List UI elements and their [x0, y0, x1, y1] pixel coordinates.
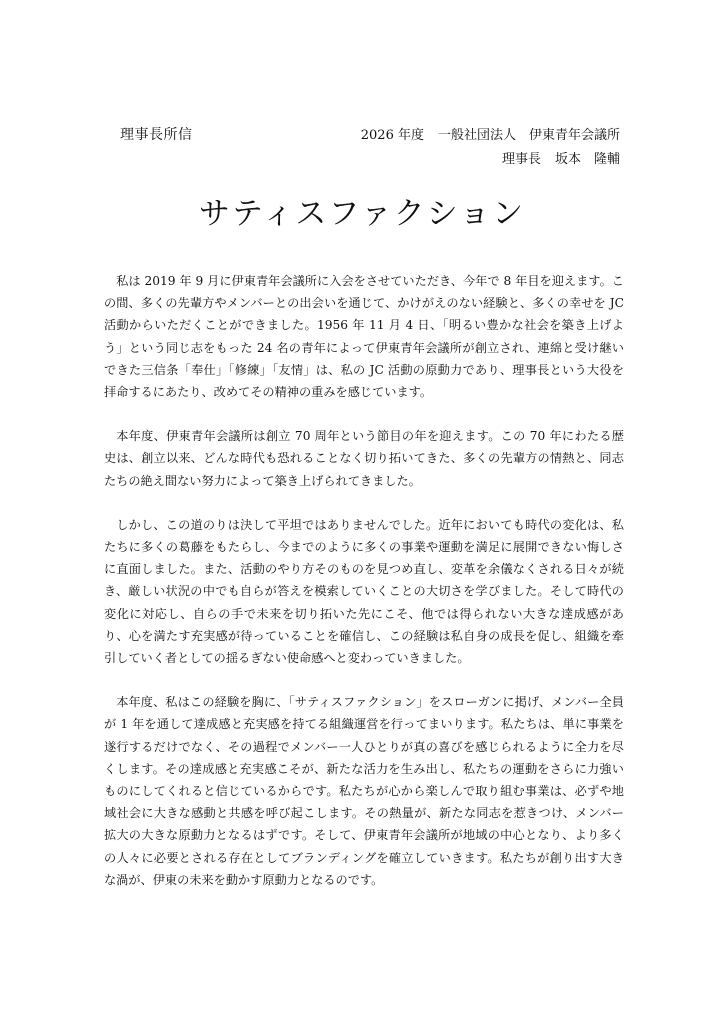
- paragraph-4: 本年度、私はこの経験を胸に、「サティスファクション」をスローガンに掲げ、メンバー全員が 1 年を通して達成感と充実感を持てる組織運営を行ってまいります。私たちは、単に事業を遂行するだけでなく、その過程でメンバー一人ひとりが真の喜びを感じられるように全力を尽くします。その達成感と充実感こそが、新たな活力を生み出し、私たちの運動をさらに力強いものにしてくれると信じているからです。私たちが心から楽しんで取り組む事業は、必ずや地域社会に大きな感動と共感を呼び起こします。その熱量が、新たな同志を惹きつけ、メンバー拡大の大きな原動力となるはずです。そして、伊東青年会議所が地域の中心となり、より多くの人々に必要とされる存在としてブランディングを確立していきます。私たちが創り出す大きな渦が、伊東の未来を動かす原動力となるのです。: [104, 695, 624, 887]
- organization-year: 2026 年度: [360, 128, 424, 143]
- paragraph-2: 本年度、伊東青年会議所は創立 70 周年という節目の年を迎えます。この 70 年にわたる歴史は、創立以来、どんな時代も恐れることなく切り拓いてきた、多くの先輩方の情熱と、同志たちの絶え間ない努力によって築き上げられてきました。: [104, 429, 624, 488]
- president-title: 理事長: [501, 152, 541, 167]
- organization-name: 一般社団法人 伊東青年会議所: [437, 128, 620, 143]
- president-name: 坂本 隆輔: [554, 152, 620, 167]
- document-body: [104, 270, 624, 913]
- author-block: [361, 124, 620, 172]
- document-category: 理事長所信: [120, 127, 193, 143]
- president-line: [361, 148, 620, 172]
- document-title: サティスファクション: [198, 196, 526, 232]
- organization-line: [361, 124, 620, 148]
- paragraph-3: しかし、この道のりは決して平坦ではありませんでした。近年においても時代の変化は、私たちに多くの葛藤をもたらし、今までのように多くの事業や運動を満足に展開できない悔しさに直面しました。また、活動のやり方そのものを見つめ直し、変革を余儀なくされる日々が続き、厳しい状況の中でも自らが答えを模索していくことの大切さを学びました。そして時代の変化に対応し、自らの手で未来を切り拓いた先にこそ、他では得られない大きな達成感があり、心を満たす充実感が待っていることを確信し、この経験は私自身の成長を促し、組織を牽引していく者としての揺るぎない使命感へと変わっていきました。: [104, 517, 624, 666]
- paragraph-1: 私は 2019 年 9 月に伊東青年会議所に入会をさせていただき、今年で 8 年目を迎えます。この間、多くの先輩方やメンバーとの出会いを通じて、かけがえのない経験と、多くの幸せを JC 活動からいただくことができました。1956 年 11 月 4 日、「明るい豊かな社会を築き上げよう」という同じ志をもった 24 名の青年によって伊東青年会議所が創立され、連綿と受け継いできた三信条「奉仕」「修練」「友情」は、私の JC 活動の原動力であり、理事長という大役を拝命するにあたり、改めてその精神の重みを感じています。: [104, 274, 624, 400]
